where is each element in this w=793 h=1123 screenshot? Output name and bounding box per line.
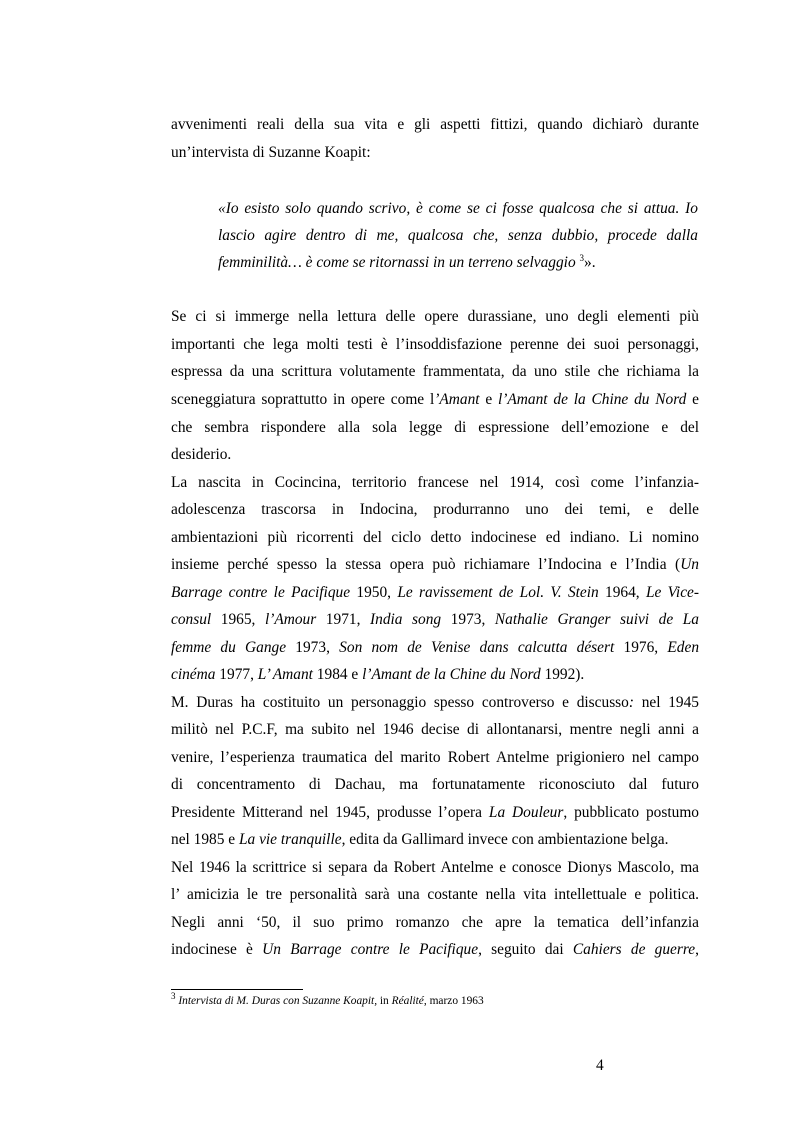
page-number: 4 bbox=[596, 1057, 604, 1074]
paragraph-0-line-1: avvenimenti reali della sua vita e gli aspetti fittizi, quando dichiarò durante bbox=[171, 116, 699, 133]
footnote: $^3$ Intervista di M. Duras con Suzanne Koapit, in Réalité, marzo 1963 bbox=[171, 991, 484, 1007]
paragraph-1-line-5: che sembra rispondere alla sola legge di espressione dell’emozione e del bbox=[171, 419, 699, 436]
paragraph-3-line-5: Presidente Mitterand nel 1945, produsse l’opera La Douleur, pubblicato postumo bbox=[171, 804, 699, 821]
paragraph-4-line-4: indocinese è Un Barrage contre le Pacifique, seguito dai Cahiers de guerre, bbox=[171, 941, 699, 958]
paragraph-2-line-8: cinéma 1977, L’ Amant 1984 e l’Amant de la Chine du Nord 1992). bbox=[171, 666, 585, 683]
paragraph-0-line-2: un’intervista di Suzanne Koapit: bbox=[171, 144, 371, 161]
paragraph-2-line-7: femme du Gange 1973, Son nom de Venise dans calcutta désert 1976, Eden bbox=[171, 639, 700, 656]
paragraph-3-line-4: di concentramento di Dachau, ma fortunatamente riconosciuto dal futuro bbox=[171, 776, 699, 793]
paragraph-1-line-6: desiderio. bbox=[171, 446, 232, 463]
paragraph-3-line-3: venire, l’esperienza traumatica del marito Robert Antelme prigioniero nel campo bbox=[171, 749, 699, 766]
quote-line-2: lascio agire dentro di me, qualcosa che, senza dubbio, procede dalla bbox=[218, 227, 698, 244]
paragraph-1-line-4: sceneggiatura soprattutto in opere come l’Amant e l’Amant de la Chine du Nord e bbox=[171, 391, 699, 408]
paragraph-4-line-2: l’ amicizia le tre personalità sarà una costante nella vita intellettuale e politica. bbox=[171, 886, 699, 903]
paragraph-3-line-1: M. Duras ha costituito un personaggio spesso controverso e discusso: nel 1945 bbox=[171, 694, 700, 711]
paragraph-2-line-3: ambientazioni più ricorrenti del ciclo detto indocinese ed indiano. Li nomino bbox=[171, 529, 699, 546]
paragraph-1-line-3: espressa da una scrittura volutamente frammentata, da uno stile che richiama la bbox=[171, 363, 699, 380]
footnote-marker: 3 bbox=[171, 991, 176, 1002]
footnote-reference: 3 bbox=[579, 252, 585, 263]
paragraph-1-line-2: importanti che lega molti testi è l’insoddisfazione perenne dei suoi personaggi, bbox=[171, 336, 699, 353]
paragraph-2-line-4: insieme perché spesso la stessa opera può richiamare l’Indocina e l’India (Un bbox=[171, 556, 699, 573]
paragraph-2-line-2: adolescenza trascorsa in Indocina, produrranno uno dei temi, e delle bbox=[171, 501, 699, 518]
quote-line-3: femminilità… è come se ritornassi in un terreno selvaggio $^3$». bbox=[218, 252, 596, 271]
paragraph-2-line-1: La nascita in Cocincina, territorio francese nel 1914, così come l’infanzia- bbox=[171, 474, 699, 491]
paragraph-3-line-2: militò nel P.C.F, ma subito nel 1946 decise di allontanarsi, mentre negli anni a bbox=[171, 721, 699, 738]
paragraph-3-line-6: nel 1985 e La vie tranquille, edita da Gallimard invece con ambientazione belga. bbox=[171, 831, 669, 848]
paragraph-1-line-1: Se ci si immerge nella lettura delle opere durassiane, uno degli elementi più bbox=[171, 308, 699, 325]
quote-line-1: «Io esisto solo quando scrivo, è come se ci fosse qualcosa che si attua. Io bbox=[218, 200, 698, 217]
paragraph-2-line-5: Barrage contre le Pacifique 1950, Le ravissement de Lol. V. Stein 1964, Le Vice- bbox=[171, 584, 699, 601]
paragraph-4-line-1: Nel 1946 la scrittrice si separa da Robert Antelme e conosce Dionys Mascolo, ma bbox=[171, 859, 699, 876]
paragraph-4-line-3: Negli anni ‘50, il suo primo romanzo che apre la tematica dell’infanzia bbox=[171, 914, 699, 931]
paragraph-2-line-6: consul 1965, l’Amour 1971, India song 1973, Nathalie Granger suivi de La bbox=[171, 611, 699, 628]
footnote-separator bbox=[171, 989, 303, 990]
